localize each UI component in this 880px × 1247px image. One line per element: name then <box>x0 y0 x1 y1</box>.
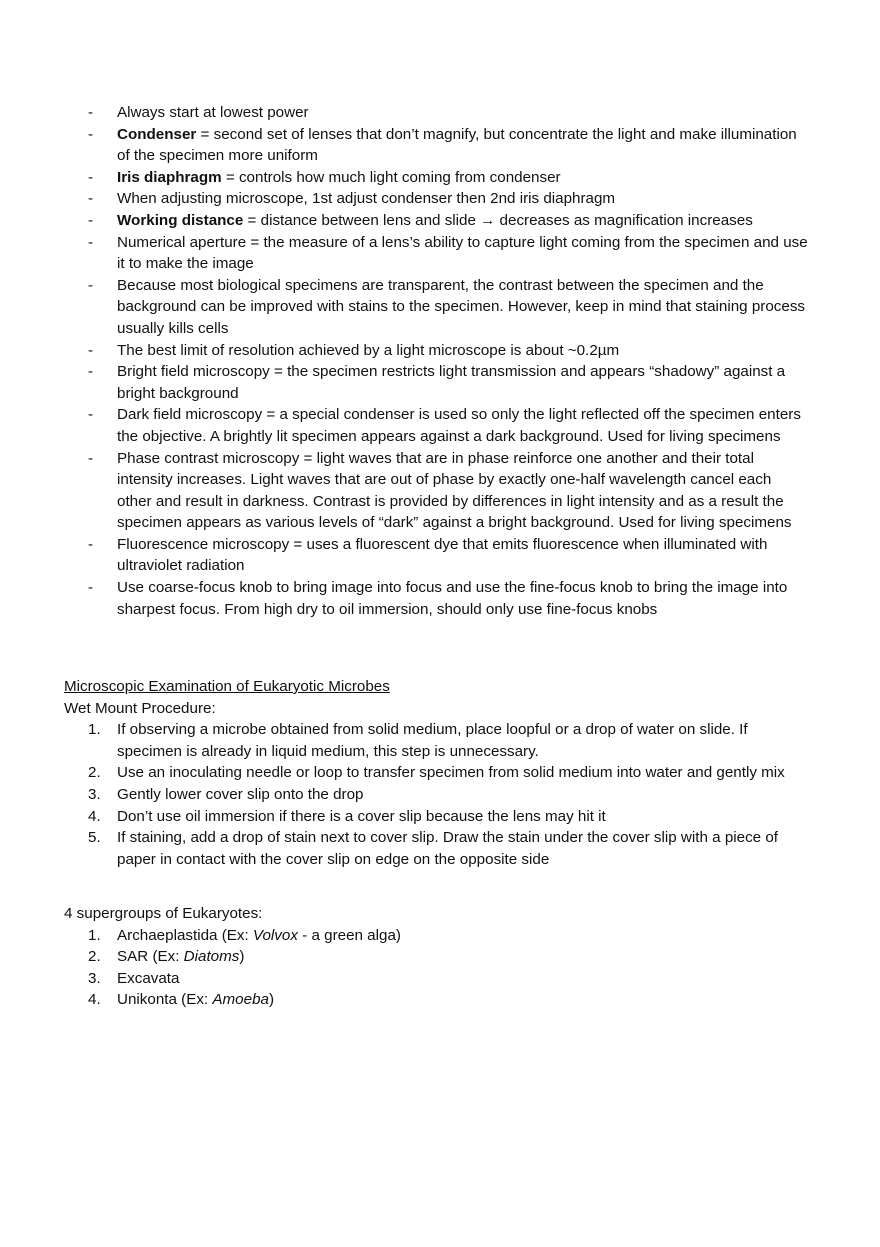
group-suffix: ) <box>239 948 245 966</box>
procedure-subheading: Wet Mount Procedure: <box>64 699 216 717</box>
dash-marker: - <box>88 535 94 553</box>
item-text: Phase contrast microscopy = light waves that are in phase reinforce one another and their total intensity increases. Light waves that are out of phase by exactly one-half wavelength cancel each other and result in darkness. Contrast is provided by differences in light intensity and as a result the specimen appears as various levels of “dark” against a bright background. Used for living specimens <box>117 449 792 532</box>
item-text: Numerical aperture = the measure of a lens’s ability to capture light coming from the specimen and use it to make the image <box>117 233 808 273</box>
item-number: 1. <box>88 926 101 944</box>
list-item <box>64 210 809 232</box>
list-item <box>64 806 809 828</box>
item-text: = distance between lens and slide → decreases as magnification increases <box>243 211 753 229</box>
list-item <box>64 968 809 990</box>
item-text: Use coarse-focus knob to bring image into focus and use the fine-focus knob to bring the image into sharpest focus. From high dry to oil immersion, should only use fine-focus knobs <box>117 579 788 618</box>
group-suffix: ) <box>268 991 275 1009</box>
dash-marker: - <box>88 104 94 121</box>
list-item <box>64 361 809 404</box>
list-item <box>64 762 809 784</box>
dash-marker: - <box>88 190 94 208</box>
step-number: 3. <box>88 785 101 803</box>
example-organism: Volvox <box>252 926 298 944</box>
item-text: Dark field microscopy = a special condenser is used so only the light reflected off the specimen enters the objective. A brightly lit specimen appears against a dark background. Used for living specimens <box>117 406 801 445</box>
dash-marker: - <box>88 211 94 229</box>
dash-marker: - <box>88 363 94 381</box>
item-text: Always start at lowest power <box>117 104 309 121</box>
step-text: Don’t use oil immersion if there is a cover slip because the lens may hit it <box>117 807 606 825</box>
list-item <box>64 925 809 947</box>
item-text: Bright field microscopy = the specimen restricts light transmission and appears “shadowy” against a bright background <box>117 363 786 402</box>
item-text: The best limit of resolution achieved by a light microscope is about ~0.2µm <box>117 341 620 359</box>
dash-marker: - <box>88 233 94 251</box>
list-item <box>64 275 809 340</box>
dash-marker: - <box>88 125 94 143</box>
item-number: 3. <box>88 969 101 987</box>
item-text: = controls how much light coming from condenser <box>221 168 561 186</box>
list-item <box>64 124 809 167</box>
wet-mount-steps <box>64 719 809 870</box>
dash-marker: - <box>88 168 94 186</box>
list-item <box>64 577 809 620</box>
list-item <box>64 167 809 189</box>
dash-marker: - <box>88 406 94 424</box>
item-text: = second set of lenses that don’t magnify, but concentrate the light and make illumination of the specimen more uniform <box>117 125 797 165</box>
group-name: SAR (Ex: <box>117 948 184 966</box>
step-text: Gently lower cover slip onto the drop <box>117 785 364 803</box>
step-text: Use an inoculating needle or loop to transfer specimen from solid medium into water and gently mix <box>117 764 785 782</box>
list-item <box>64 784 809 806</box>
section-heading: Microscopic Examination of Eukaryotic Microbes <box>64 678 390 695</box>
group-name: Unikonta (Ex: <box>117 991 213 1009</box>
supergroups-heading: 4 supergroups of Eukaryotes: <box>64 905 263 922</box>
dash-marker: - <box>88 449 94 467</box>
dash-marker: - <box>88 276 94 294</box>
list-item <box>64 102 809 124</box>
step-number: 1. <box>88 721 101 739</box>
item-text: When adjusting microscope, 1st adjust condenser then 2nd iris diaphragm <box>117 190 616 208</box>
term-bold: Condenser <box>117 125 197 143</box>
step-number: 2. <box>88 764 101 782</box>
list-item <box>64 719 809 762</box>
example-organism: Amoeba <box>212 991 269 1009</box>
list-item <box>64 534 809 577</box>
term-bold: Iris diaphragm <box>117 168 222 186</box>
supergroups-section <box>64 903 809 1011</box>
step-text: If staining, add a drop of stain next to cover slip. Draw the stain under the cover slip with a piece of paper in contact with the cover slip on edge on the opposite side <box>117 829 779 868</box>
example-organism: Diatoms <box>183 948 240 966</box>
supergroups-list <box>64 925 809 1011</box>
dash-marker: - <box>88 341 94 359</box>
microscopy-notes-list <box>64 102 809 620</box>
eukaryotic-section <box>64 676 809 870</box>
item-text: Because most biological specimens are transparent, the contrast between the specimen and the background can be improved with stains to the specimen. However, keep in mind that staining process usually kills cells <box>117 276 806 337</box>
list-item <box>64 946 809 968</box>
item-number: 4. <box>88 991 101 1009</box>
list-item <box>64 448 809 534</box>
list-item <box>64 232 809 275</box>
list-item <box>64 827 809 870</box>
step-text: If observing a microbe obtained from solid medium, place loopful or a drop of water on slide. If specimen is already in liquid medium, this step is unnecessary. <box>117 721 748 760</box>
term-bold: Working distance <box>117 211 244 229</box>
group-name: Archaeplastida (Ex: <box>117 926 253 944</box>
step-number: 5. <box>88 829 101 847</box>
item-text: Fluorescence microscopy = uses a fluorescent dye that emits fluorescence when illuminated with ultraviolet radiation <box>117 535 768 575</box>
list-item <box>64 340 809 362</box>
list-item <box>64 188 809 210</box>
item-number: 2. <box>88 948 101 966</box>
dash-marker: - <box>88 579 94 597</box>
group-name: Excavata <box>117 969 180 987</box>
group-suffix: - a green alga) <box>297 926 401 944</box>
list-item <box>64 989 809 1011</box>
step-number: 4. <box>88 807 101 825</box>
list-item <box>64 404 809 447</box>
